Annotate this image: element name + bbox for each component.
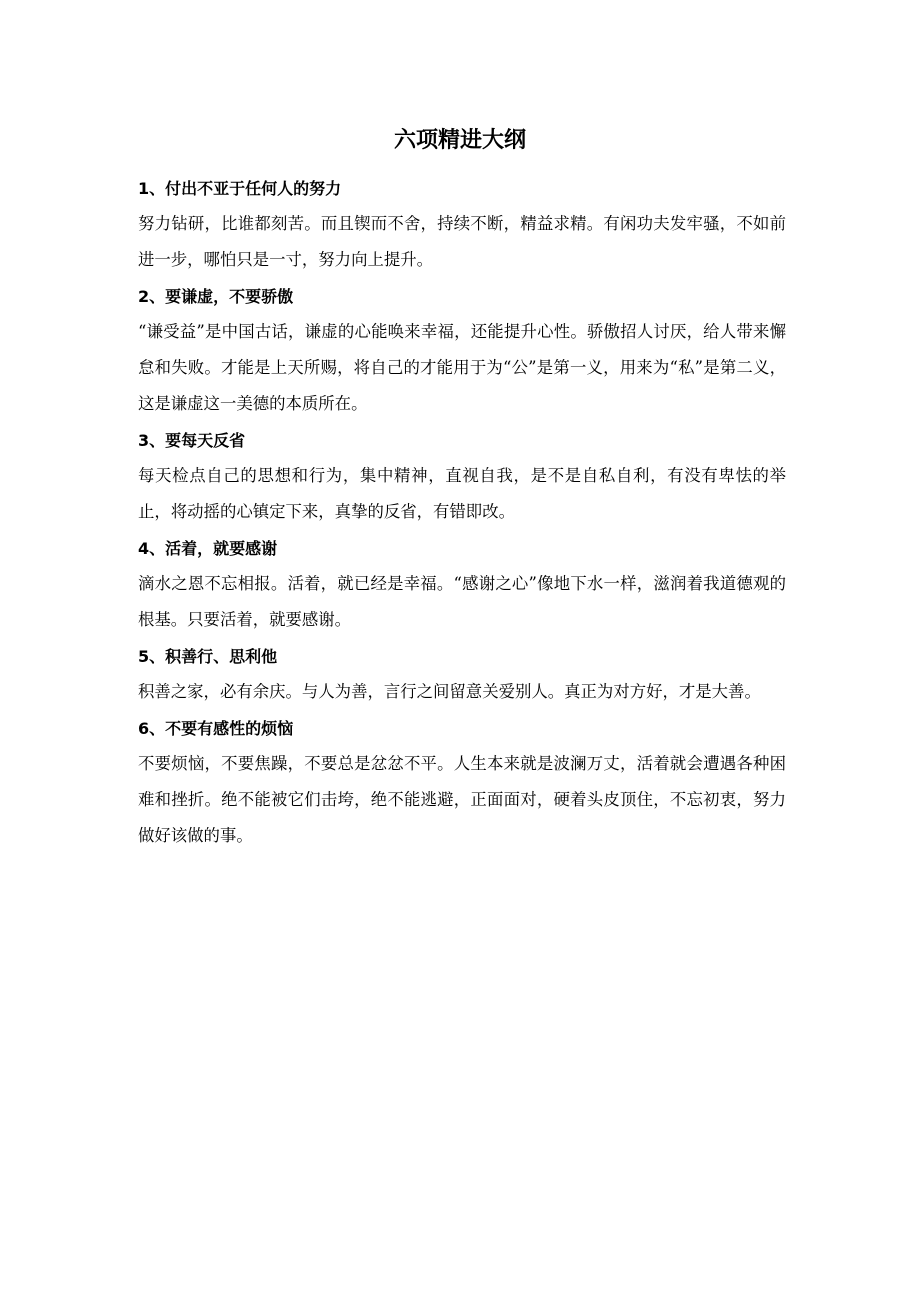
section-heading: 5、积善行、思利他 — [138, 647, 278, 666]
section-3 — [138, 424, 786, 530]
section-heading: 1、付出不亚于任何人的努力 — [138, 179, 342, 198]
section-paragraph: 努力钻研，比谁都刻苦。而且锲而不舍，持续不断，精益求精。有闲功夫发牢骚，不如前进一步，哪怕只是一寸，努力向上提升。 — [138, 214, 786, 269]
section-paragraph: 每天检点自己的思想和行为，集中精神，直视自我，是不是自私自利，有没有卑怯的举止，将动摇的心镇定下来，真挚的反省，有错即改。 — [138, 466, 786, 521]
section-5 — [138, 640, 786, 710]
section-heading: 4、活着，就要感谢 — [138, 539, 278, 558]
section-heading: 3、要每天反省 — [138, 431, 246, 450]
section-paragraph: “谦受益”是中国古话，谦虚的心能唤来幸福，还能提升心性。骄傲招人讨厌，给人带来懈怠和失败。才能是上天所赐，将自己的才能用于为“公”是第一义，用来为“私”是第二义，这是谦虚这一美德的本质所在。 — [138, 322, 786, 413]
section-paragraph: 积善之家，必有余庆。与人为善，言行之间留意关爱别人。真正为对方好，才是大善。 — [138, 682, 761, 701]
section-heading: 6、不要有感性的烦恼 — [138, 719, 294, 738]
section-heading: 2、要谦虚，不要骄傲 — [138, 287, 294, 306]
section-paragraph: 不要烦恼，不要焦躁，不要总是忿忿不平。人生本来就是波澜万丈，活着就会遭遇各种困难和挫折。绝不能被它们击垮，绝不能逃避，正面面对，硬着头皮顶住，不忘初衷，努力做好该做的事。 — [138, 754, 786, 845]
section-1 — [138, 172, 786, 278]
document-title: 六项精进大纲 — [393, 128, 526, 153]
section-6 — [138, 712, 786, 854]
section-2 — [138, 280, 786, 422]
document-content — [138, 172, 786, 856]
section-paragraph: 滴水之恩不忘相报。活着，就已经是幸福。“感谢之心”像地下水一样，滋润着我道德观的根基。只要活着，就要感谢。 — [138, 574, 786, 629]
section-4 — [138, 532, 786, 638]
